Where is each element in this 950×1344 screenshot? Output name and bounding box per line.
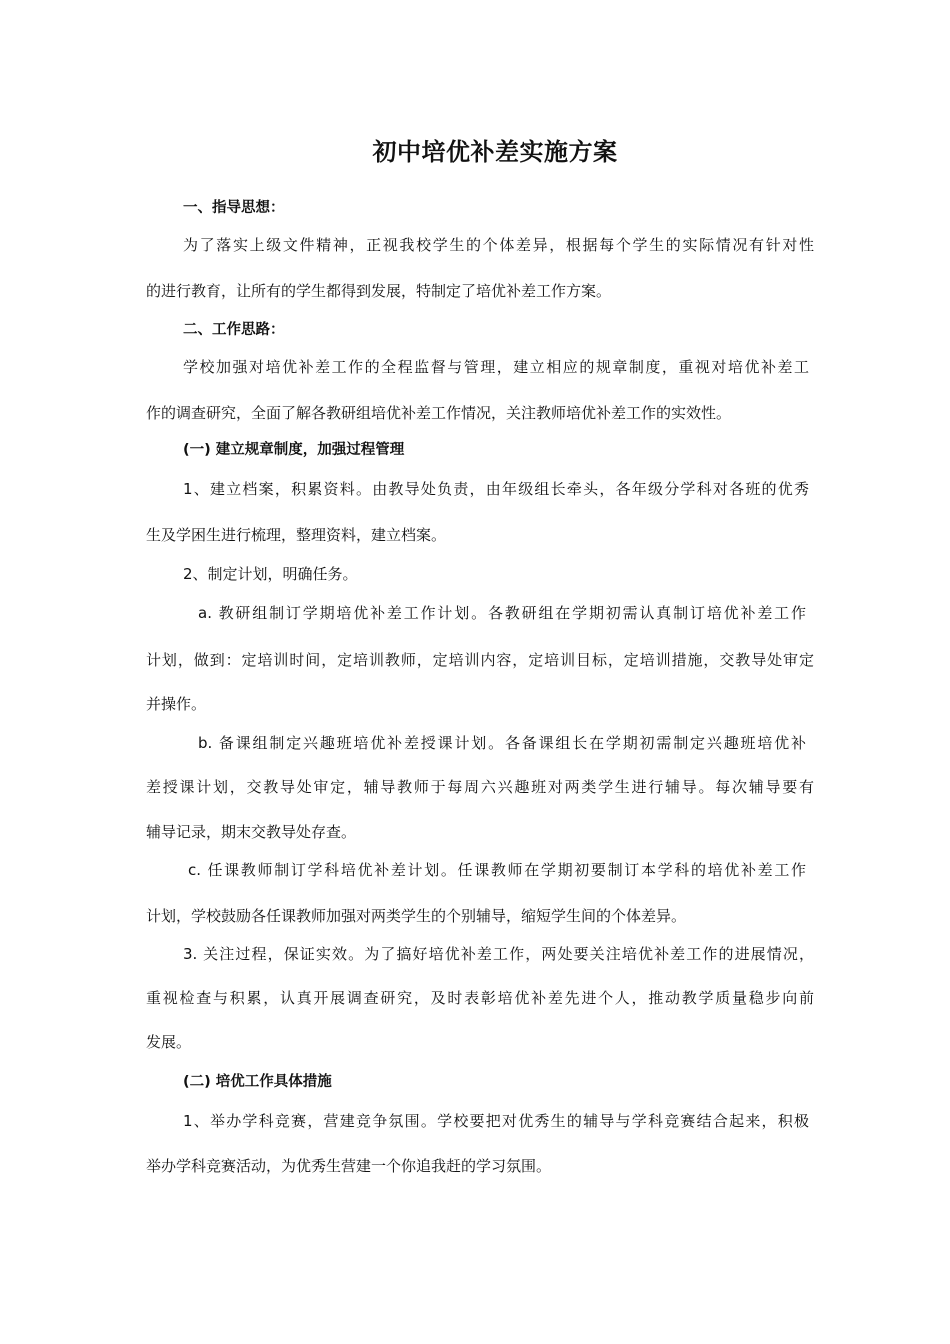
paragraph-line: 1、建立档案，积累资料。由教导处负责，由年级组长牵头，各年级分学科对各班的优秀 (183, 480, 809, 498)
paragraph-line: 计划，学校鼓励各任课教师加强对两类学生的个别辅导，缩短学生间的个体差异。 (146, 907, 687, 925)
document-title: 初中培优补差实施方案 (372, 137, 618, 166)
paragraph-line: a. 教研组制订学期培优补差工作计划。各教研组在学期初需认真制订培优补差工作 (198, 604, 806, 622)
subsection-heading-excellence-measures: (二) 培优工作具体措施 (183, 1074, 332, 1090)
paragraph-line: c. 任课教师制订学科培优补差计划。任课教师在学期初要制订本学科的培优补差工作 (188, 861, 806, 879)
paragraph-line: 生及学困生进行梳理，整理资料，建立档案。 (146, 526, 447, 544)
paragraph-line: 3. 关注过程，保证实效。为了搞好培优补差工作，两处要关注培优补差工作的进展情况， (183, 945, 814, 963)
list-item: 2、制定计划，明确任务。 (183, 565, 358, 583)
paragraph-line: 辅导记录，期末交教导处存查。 (146, 823, 357, 841)
paragraph-line: 1、举办学科竞赛，营建竞争氛围。学校要把对优秀生的辅导与学科竞赛结合起来，积极 (183, 1112, 809, 1130)
paragraph-line: 作的调查研究，全面了解各教研组培优补差工作情况，关注教师培优补差工作的实效性。 (146, 404, 732, 422)
section-heading-guiding-ideology: 一、指导思想： (183, 200, 285, 216)
paragraph-line: 并操作。 (146, 695, 207, 713)
paragraph-line: 差授课计划，交教导处审定，辅导教师于每周六兴趣班对两类学生进行辅导。每次辅导要有 (146, 778, 814, 796)
paragraph-line: 计划，做到：定培训时间，定培训教师，定培训内容，定培训目标，定培训措施，交教导处审定 (146, 651, 814, 669)
paragraph-line: 重视检查与积累，认真开展调查研究，及时表彰培优补差先进个人，推动教学质量稳步向前 (146, 989, 814, 1007)
subsection-heading-regulations: (一) 建立规章制度，加强过程管理 (183, 442, 405, 458)
paragraph-line: 为了落实上级文件精神，正视我校学生的个体差异，根据每个学生的实际情况有针对性 (183, 236, 814, 254)
paragraph-line: 学校加强对培优补差工作的全程监督与管理，建立相应的规章制度，重视对培优补差工 (183, 358, 809, 376)
section-heading-work-approach: 二、工作思路： (183, 322, 285, 338)
paragraph-line: 发展。 (146, 1033, 192, 1051)
paragraph-line: 的进行教育，让所有的学生都得到发展，特制定了培优补差工作方案。 (146, 282, 612, 300)
paragraph-line: 举办学科竞赛活动，为优秀生营建一个你追我赶的学习氛围。 (146, 1157, 552, 1175)
paragraph-line: b. 备课组制定兴趣班培优补差授课计划。各备课组长在学期初需制定兴趣班培优补 (198, 734, 806, 752)
